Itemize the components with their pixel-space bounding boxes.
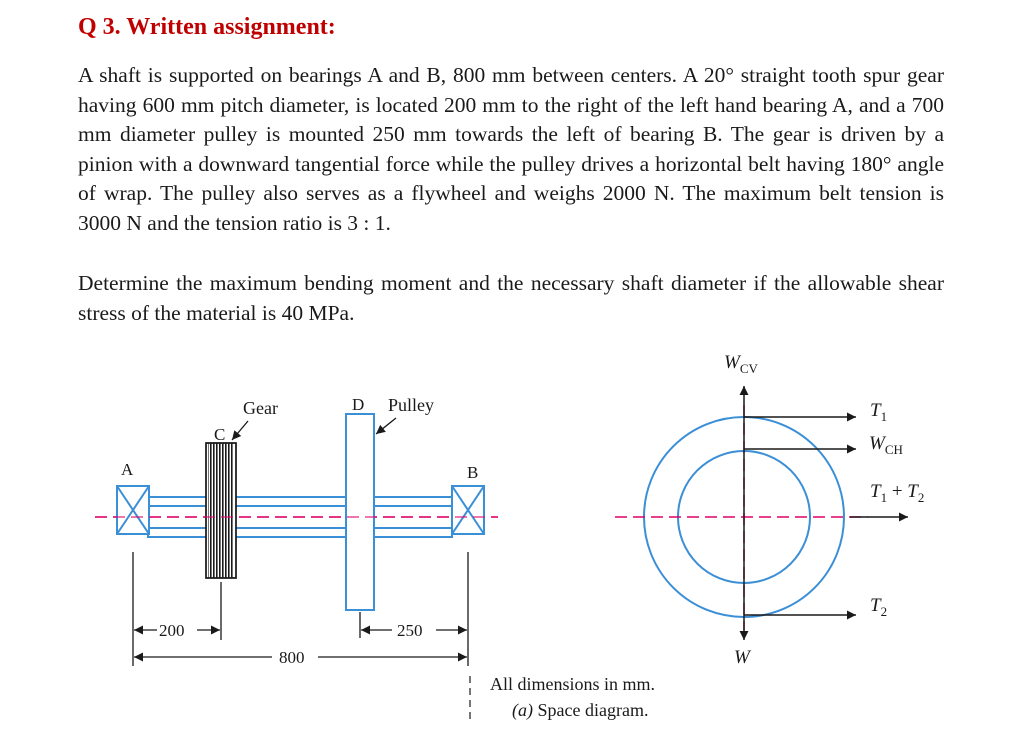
label-point-d: D xyxy=(352,395,365,414)
space-diagram xyxy=(0,340,1024,743)
label-t1-plus-t2: $T_1 + T_2$ xyxy=(870,481,925,505)
label-pulley: Pulley xyxy=(388,395,435,415)
dimension-250-label: 250 xyxy=(397,621,423,640)
dimension-200-label: 200 xyxy=(159,621,185,640)
spur-gear xyxy=(206,443,236,578)
pulley xyxy=(346,414,374,610)
question-prompt: Determine the maximum bending moment and the necessary shaft diameter if the allowable shear stress of the material is 40 MPa. xyxy=(78,271,944,325)
pulley-leader xyxy=(376,418,396,434)
label-wch: $W_{CH}$ xyxy=(869,433,903,457)
gear-leader xyxy=(232,421,248,440)
problem-statement: A shaft is supported on bearings A and B, 800 mm between centers. A 20° straight tooth spur gear having 600 mm pitch diameter, is located 200 mm to the right of the left hand bearing A, and a 700 mm diameter pulley is mounted 250 mm towards the left of bearing B. The gear is driven by a pinion with a downward tangential force while the pulley drives a horizontal belt having 180° angle of wrap. The pulley also serves as a flywheel and weighs 2000 N. The maximum belt tension is 3000 N and the tension ratio is 3 : 1. xyxy=(78,63,944,235)
label-t1: $T_1$ xyxy=(870,400,888,424)
label-wcv: $W_{CV}$ xyxy=(724,352,758,376)
pulley-end-view xyxy=(615,352,924,668)
figure-caption: (a) Space diagram. xyxy=(512,700,649,720)
label-bearing-b: B xyxy=(467,463,479,482)
label-gear: Gear xyxy=(243,398,278,418)
bearing-b xyxy=(452,486,484,534)
question-heading: Q 3. Written assignment: xyxy=(78,14,336,40)
label-bearing-a: A xyxy=(121,460,134,479)
units-note: All dimensions in mm. xyxy=(490,674,656,694)
dimension-800-label: 800 xyxy=(279,648,305,667)
label-t2: $T_2$ xyxy=(870,595,888,619)
label-point-c: C xyxy=(214,425,226,444)
label-w: W xyxy=(734,647,750,668)
shaft-assembly xyxy=(95,395,498,667)
bearing-a xyxy=(117,486,149,534)
